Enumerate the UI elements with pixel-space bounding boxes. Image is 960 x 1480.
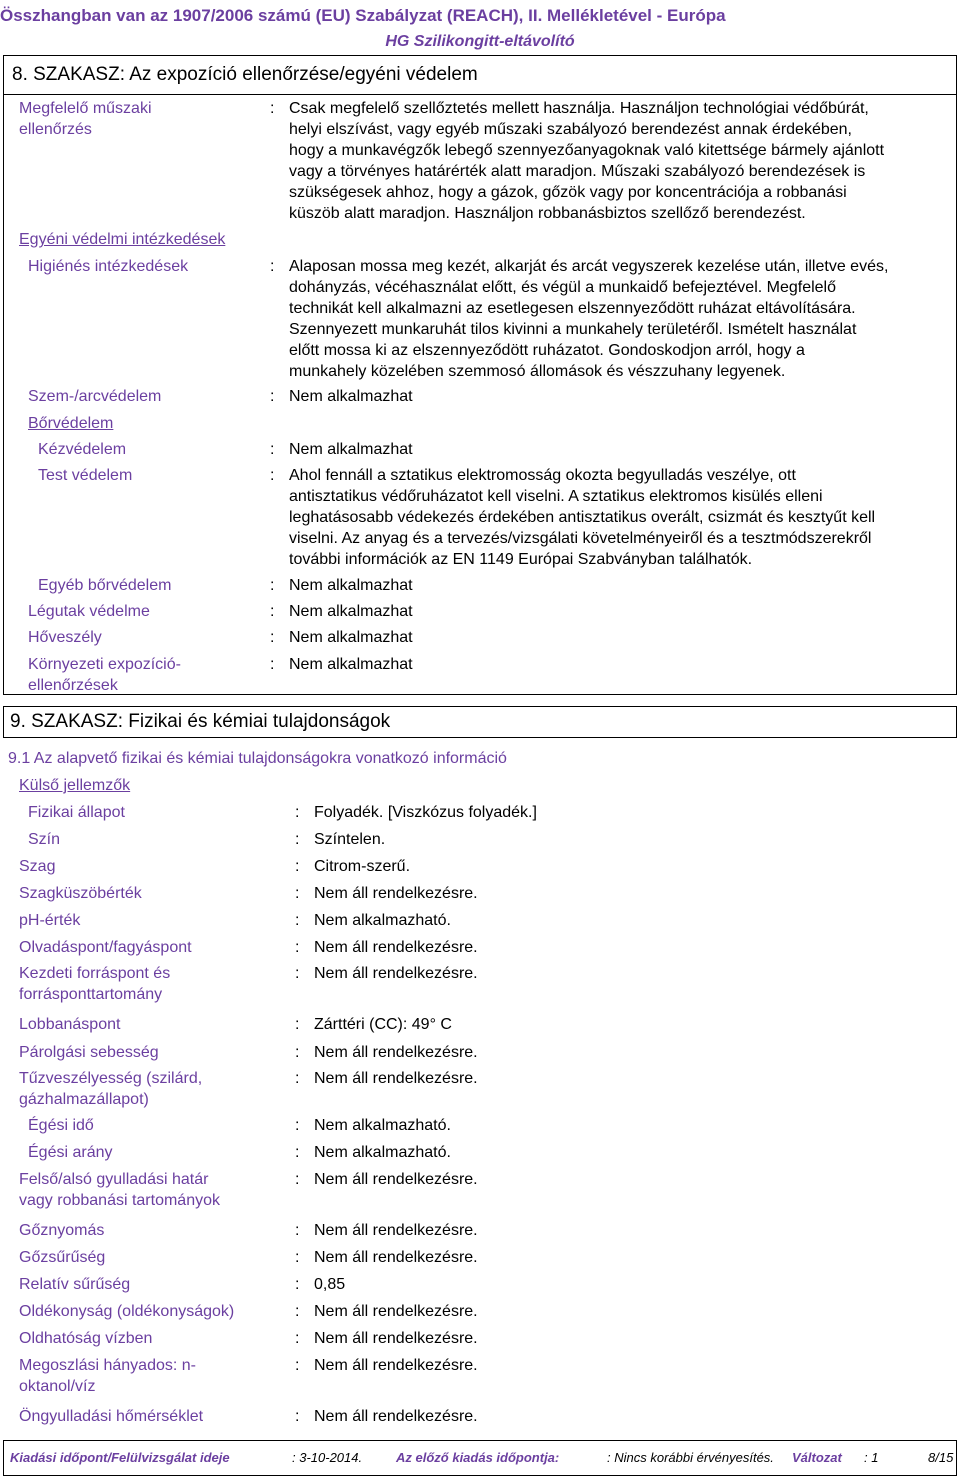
property-value: Nem alkalmazható. — [314, 1117, 451, 1134]
version-label: Változat — [792, 1450, 842, 1465]
hygiene-line: Szennyezett munkaruhát tilos kivinni a munkahely területéről. Ismételt használat — [289, 321, 857, 338]
property-label-line-2: forrásponttartomány — [19, 986, 163, 1003]
colon: : — [295, 912, 300, 929]
property-label: Párolgási sebesség — [19, 1044, 159, 1061]
property-value: Nem alkalmazható. — [314, 912, 451, 929]
property-label: Kezdeti forráspont és — [19, 965, 171, 982]
previous-issue-value: : Nincs korábbi érvényesítés. — [607, 1450, 774, 1465]
colon: : — [270, 258, 275, 275]
engineering-label-1: Megfelelő műszaki — [19, 100, 152, 117]
property-value: Nem áll rendelkezésre. — [314, 885, 478, 902]
colon: : — [270, 629, 275, 646]
skin-protection-heading: Bőrvédelem — [28, 415, 114, 432]
colon: : — [295, 885, 300, 902]
property-label: Égési arány — [28, 1144, 113, 1161]
colon: : — [270, 441, 275, 458]
regulation-header: Összhangban van az 1907/2006 számú (EU) Szabályzat (REACH), II. Mellékletével - Európa — [0, 6, 726, 25]
engineering-line: Csak megfelelő szellőztetés mellett használja. Használjon technológiai védőbúrát, — [289, 100, 869, 117]
property-value: Nem áll rendelkezésre. — [314, 939, 478, 956]
body-protection-line: további információk az EN 1149 Európai Szabványban találhatók. — [289, 551, 753, 568]
colon: : — [295, 831, 300, 848]
issue-date-value: : 3-10-2014. — [292, 1450, 363, 1465]
property-value: Nem áll rendelkezésre. — [314, 1171, 478, 1188]
property-label: Gőznyomás — [19, 1222, 105, 1239]
engineering-line: küszöb alatt maradjon. Használjon robbanásbiztos szellőző berendezést. — [289, 205, 806, 222]
property-label: Szín — [28, 831, 61, 848]
environmental-exposure-label-1: Környezeti expozíció- — [28, 656, 181, 673]
colon: : — [295, 858, 300, 875]
property-label: Öngyulladási hőmérséklet — [19, 1408, 204, 1425]
version-value: : 1 — [864, 1450, 879, 1465]
environmental-exposure-label-2: ellenőrzések — [28, 677, 118, 694]
colon: : — [295, 965, 300, 982]
property-label: Gőzsűrűség — [19, 1249, 106, 1266]
colon: : — [295, 1016, 300, 1033]
property-label: Oldhatóság vízben — [19, 1330, 153, 1347]
colon: : — [295, 1044, 300, 1061]
previous-issue-label: Az előző kiadás időpontja: — [396, 1450, 560, 1465]
property-label-line-2: vagy robbanási tartományok — [19, 1192, 220, 1209]
colon: : — [295, 1330, 300, 1347]
hygiene-label: Higiénés intézkedések — [28, 258, 189, 275]
colon: : — [295, 1070, 300, 1087]
colon: : — [270, 603, 275, 620]
colon: : — [295, 1249, 300, 1266]
hygiene-line: munkahely közelében szemmosó állomások és vészzuhany legyenek. — [289, 363, 786, 380]
property-value: 0,85 — [314, 1276, 346, 1293]
appearance-heading: Külső jellemzők — [19, 777, 131, 794]
colon: : — [295, 1408, 300, 1425]
property-value: Nem áll rendelkezésre. — [314, 1249, 478, 1266]
colon: : — [295, 1144, 300, 1161]
property-label: Oldékonyság (oldékonyságok) — [19, 1303, 235, 1320]
property-label: Fizikai állapot — [28, 804, 125, 821]
page-number: 8/15 — [928, 1450, 954, 1465]
colon: : — [295, 1171, 300, 1188]
colon: : — [295, 1357, 300, 1374]
body-protection-line: Ahol fennáll a sztatikus elektromosság okozta begyulladás veszélye, ott — [289, 467, 796, 484]
property-label: pH-érték — [19, 912, 81, 929]
body-protection-line: leghatásosabb védekezés érdekében antisztatikus overált, csizmát és kesztyűt kell — [289, 509, 876, 526]
other-skin-protection-label: Egyéb bőrvédelem — [38, 577, 172, 594]
colon: : — [270, 577, 275, 594]
property-value: Nem áll rendelkezésre. — [314, 1330, 478, 1347]
property-label: Égési idő — [28, 1117, 94, 1134]
issue-date-label: Kiadási időpont/Felülvizsgálat ideje — [10, 1450, 230, 1465]
colon: : — [295, 1117, 300, 1134]
property-value: Folyadék. [Viszkózus folyadék.] — [314, 804, 537, 821]
property-value: Nem áll rendelkezésre. — [314, 1070, 478, 1087]
property-label: Tűzveszélyesség (szilárd, — [19, 1070, 203, 1087]
environmental-exposure-value: Nem alkalmazhat — [289, 656, 413, 673]
section-9-title: 9. SZAKASZ: Fizikai és kémiai tulajdonságok — [3, 706, 957, 738]
colon: : — [270, 656, 275, 673]
page-footer — [3, 1440, 957, 1476]
property-label: Szagküszöbérték — [19, 885, 142, 902]
property-label-line-2: oktanol/víz — [19, 1378, 96, 1395]
colon: : — [295, 804, 300, 821]
property-label-line-2: gázhalmazállapot) — [19, 1091, 149, 1108]
property-label: Relatív sűrűség — [19, 1276, 131, 1293]
respiratory-protection-label: Légutak védelme — [28, 603, 150, 620]
property-value: Nem áll rendelkezésre. — [314, 1222, 478, 1239]
property-label: Lobbanáspont — [19, 1016, 121, 1033]
section-8-title: 8. SZAKASZ: Az expozíció ellenőrzése/egyéni védelem — [3, 55, 957, 95]
body-protection-label: Test védelem — [38, 467, 133, 484]
hand-protection-value: Nem alkalmazhat — [289, 441, 413, 458]
property-value: Nem áll rendelkezésre. — [314, 1408, 478, 1425]
eye-protection-value: Nem alkalmazhat — [289, 388, 413, 405]
thermal-hazard-value: Nem alkalmazhat — [289, 629, 413, 646]
thermal-hazard-label: Hőveszély — [28, 629, 102, 646]
property-value: Színtelen. — [314, 831, 386, 848]
property-value: Nem áll rendelkezésre. — [314, 1303, 478, 1320]
colon: : — [270, 467, 275, 484]
section-9-subtitle: 9.1 Az alapvető fizikai és kémiai tulajdonságokra vonatkozó információ — [8, 750, 507, 767]
eye-protection-label: Szem-/arcvédelem — [28, 388, 162, 405]
body-protection-line: antisztatikus védőruházatot kell viselni. A sztatikus elektromos kisülés elleni — [289, 488, 823, 505]
property-value: Nem áll rendelkezésre. — [314, 965, 478, 982]
respiratory-protection-value: Nem alkalmazhat — [289, 603, 413, 620]
property-value: Zárttéri (CC): 49° C — [314, 1016, 452, 1033]
property-value: Nem alkalmazható. — [314, 1144, 451, 1161]
body-protection-line: viselni. Az anyag és a tervezés/vizsgálati követelményeiről és a tesztmódszerekről — [289, 530, 872, 547]
property-label: Olvadáspont/fagyáspont — [19, 939, 192, 956]
property-label: Szag — [19, 858, 56, 875]
property-value: Nem áll rendelkezésre. — [314, 1044, 478, 1061]
colon: : — [270, 100, 275, 117]
property-label: Megoszlási hányados: n- — [19, 1357, 196, 1374]
hygiene-line: dohányzás, vécéhasználat előtt, és végül a munkaidő befejeztével. Megfelelő — [289, 279, 837, 296]
colon: : — [295, 1222, 300, 1239]
hygiene-line: technikát kell alkalmazni az esetlegesen elszennyeződött ruházat eltávolítására. — [289, 300, 856, 317]
hygiene-line: Alaposan mossa meg kezét, alkarját és arcát vegyszerek kezelése után, illetve evés, — [289, 258, 889, 275]
property-value: Citrom-szerű. — [314, 858, 411, 875]
colon: : — [295, 1276, 300, 1293]
engineering-line: szükségesek ahhoz, hogy a gázok, gőzök vagy por koncentrációja a robbanási — [289, 184, 847, 201]
product-name: HG Szilikongitt-eltávolító — [385, 33, 575, 50]
engineering-line: vagy a törvényes határérték alatt maradjon. Műszaki szabályozó berendezések is — [289, 163, 866, 180]
colon: : — [270, 388, 275, 405]
hand-protection-label: Kézvédelem — [38, 441, 127, 458]
personal-protection-heading: Egyéni védelmi intézkedések — [19, 231, 226, 248]
engineering-label-2: ellenőrzés — [19, 121, 92, 138]
colon: : — [295, 1303, 300, 1320]
hygiene-line: előtt mossa ki az elszennyeződött ruházatot. Gondoskodjon arról, hogy a — [289, 342, 805, 359]
property-value: Nem áll rendelkezésre. — [314, 1357, 478, 1374]
colon: : — [295, 939, 300, 956]
engineering-line: helyi elszívást, vagy egyéb műszaki szabályozó berendezést annak érdekében, — [289, 121, 852, 138]
engineering-line: hogy a munkavégzők lebegő szennyezőanyagoknak való kitettsége bármely ajánlott — [289, 142, 885, 159]
property-label: Felső/alsó gyulladási határ — [19, 1171, 209, 1188]
other-skin-protection-value: Nem alkalmazhat — [289, 577, 413, 594]
